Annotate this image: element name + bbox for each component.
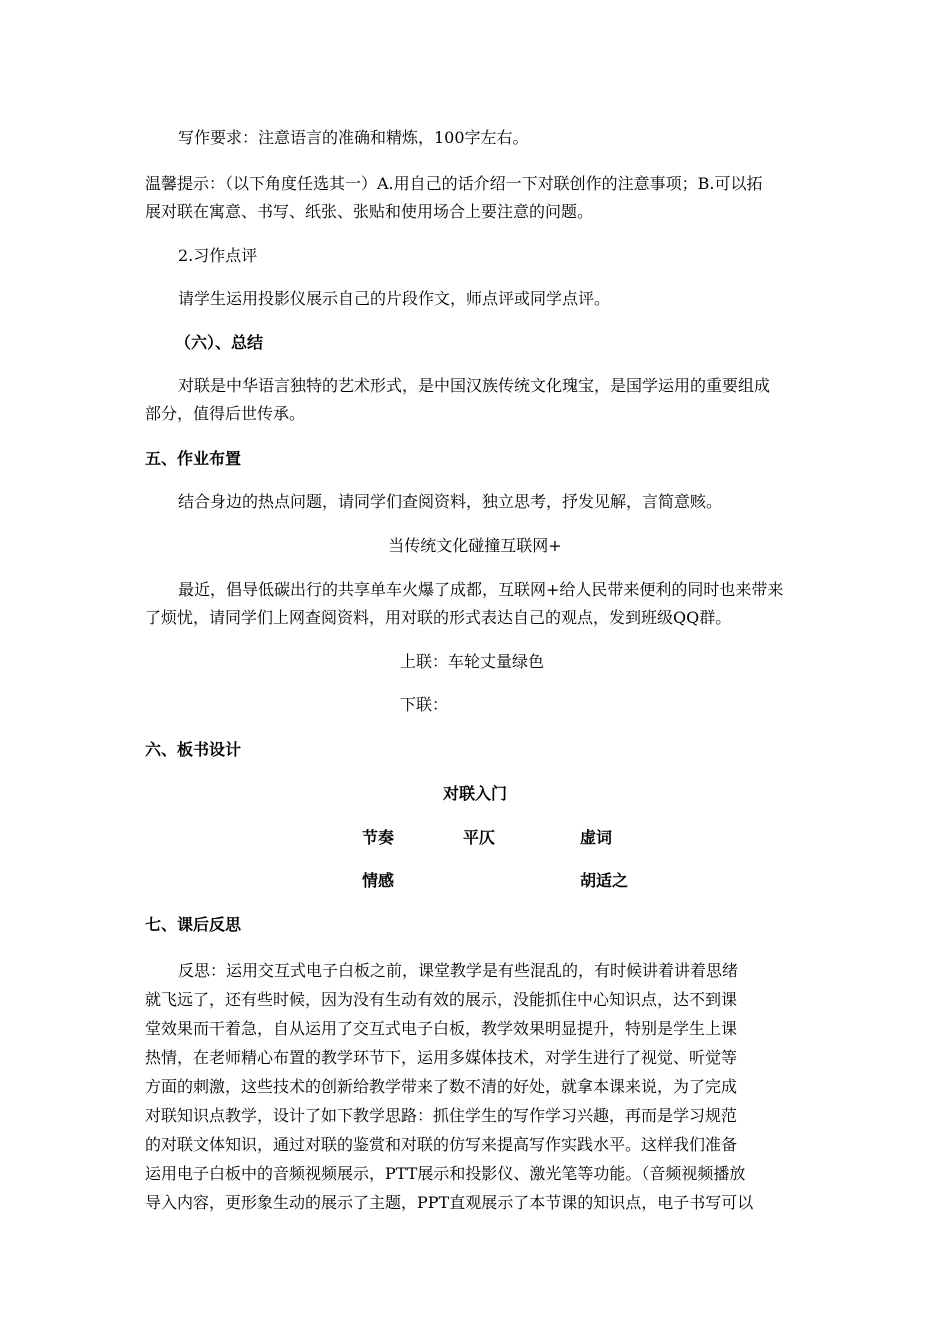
homework-intro: 结合身边的热点问题，请同学们查阅资料，独立思考，抒发见解，言简意赅。	[178, 492, 723, 511]
heading-board-design: 六、板书设计	[145, 740, 242, 759]
tip-line-1: 温馨提示：（以下角度任选其一）A.用自己的话介绍一下对联创作的注意事项；B.可以拓	[145, 174, 763, 193]
board-item-tone: 平仄	[463, 828, 496, 847]
reflection-line: 热情，在老师精心布置的教学环节下，运用多媒体技术，对学生进行了视觉、听觉等	[145, 1048, 738, 1067]
summary-line-1: 对联是中华语言独特的艺术形式，是中国汉族传统文化瑰宝，是国学运用的重要组成	[178, 376, 771, 395]
homework-line-1: 最近，倡导低碳出行的共享单车火爆了成都，互联网+给人民带来便利的同时也来带来	[178, 580, 784, 599]
reflection-line: 反思：运用交互式电子白板之前，课堂教学是有些混乱的，有时候讲着讲着思绪	[178, 961, 739, 980]
board-item-hu-shi-zhi: 胡适之	[580, 871, 629, 890]
reflection-line: 方面的刺激，这些技术的创新给教学带来了数不清的好处，就拿本课来说，为了完成	[145, 1077, 738, 1096]
board-item-function-words: 虚词	[580, 828, 613, 847]
tip-line-2: 展对联在寓意、书写、纸张、张贴和使用场合上要注意的问题。	[145, 202, 594, 221]
reflection-line: 导入内容，更形象生动的展示了主题，PPT直观展示了本节课的知识点，电子书写可以	[145, 1193, 754, 1212]
reflection-line: 堂效果而干着急，自从运用了交互式电子白板，教学效果明显提升，特别是学生上课	[145, 1019, 738, 1038]
item2-title: 2.习作点评	[178, 246, 258, 265]
reflection-paragraph	[145, 956, 805, 1217]
homework-line-2: 了烦忧，请同学们上网查阅资料，用对联的形式表达自己的观点，发到班级QQ群。	[145, 608, 732, 627]
heading-reflection: 七、课后反思	[145, 915, 242, 934]
item2-text: 请学生运用投影仪展示自己的片段作文，师点评或同学点评。	[178, 289, 611, 308]
summary-line-2: 部分，值得后世传承。	[145, 404, 306, 423]
writing-requirement: 写作要求：注意语言的准确和精炼，100字左右。	[178, 128, 529, 147]
reflection-line: 就飞远了，还有些时候，因为没有生动有效的展示，没能抓住中心知识点，达不到课	[145, 990, 738, 1009]
homework-title: 当传统文化碰撞互联网+	[388, 536, 562, 555]
reflection-line: 运用电子白板中的音频视频展示，PTT展示和投影仪、激光笔等功能。（音频视频播放	[145, 1164, 746, 1183]
section6-subheading: （六）、总结	[175, 333, 264, 352]
reflection-line: 的对联文体知识，通过对联的鉴赏和对联的仿写来提高写作实践水平。这样我们准备	[145, 1135, 738, 1154]
board-title: 对联入门	[442, 784, 507, 803]
couplet-lower: 下联：	[400, 695, 449, 714]
heading-homework: 五、作业布置	[145, 449, 242, 468]
reflection-line: 对联知识点教学，设计了如下教学思路：抓住学生的写作学习兴趣，再而是学习规范	[145, 1106, 738, 1125]
couplet-upper: 上联：车轮丈量绿色	[400, 652, 545, 671]
board-item-emotion: 情感	[362, 871, 395, 890]
board-item-rhythm: 节奏	[362, 828, 395, 847]
